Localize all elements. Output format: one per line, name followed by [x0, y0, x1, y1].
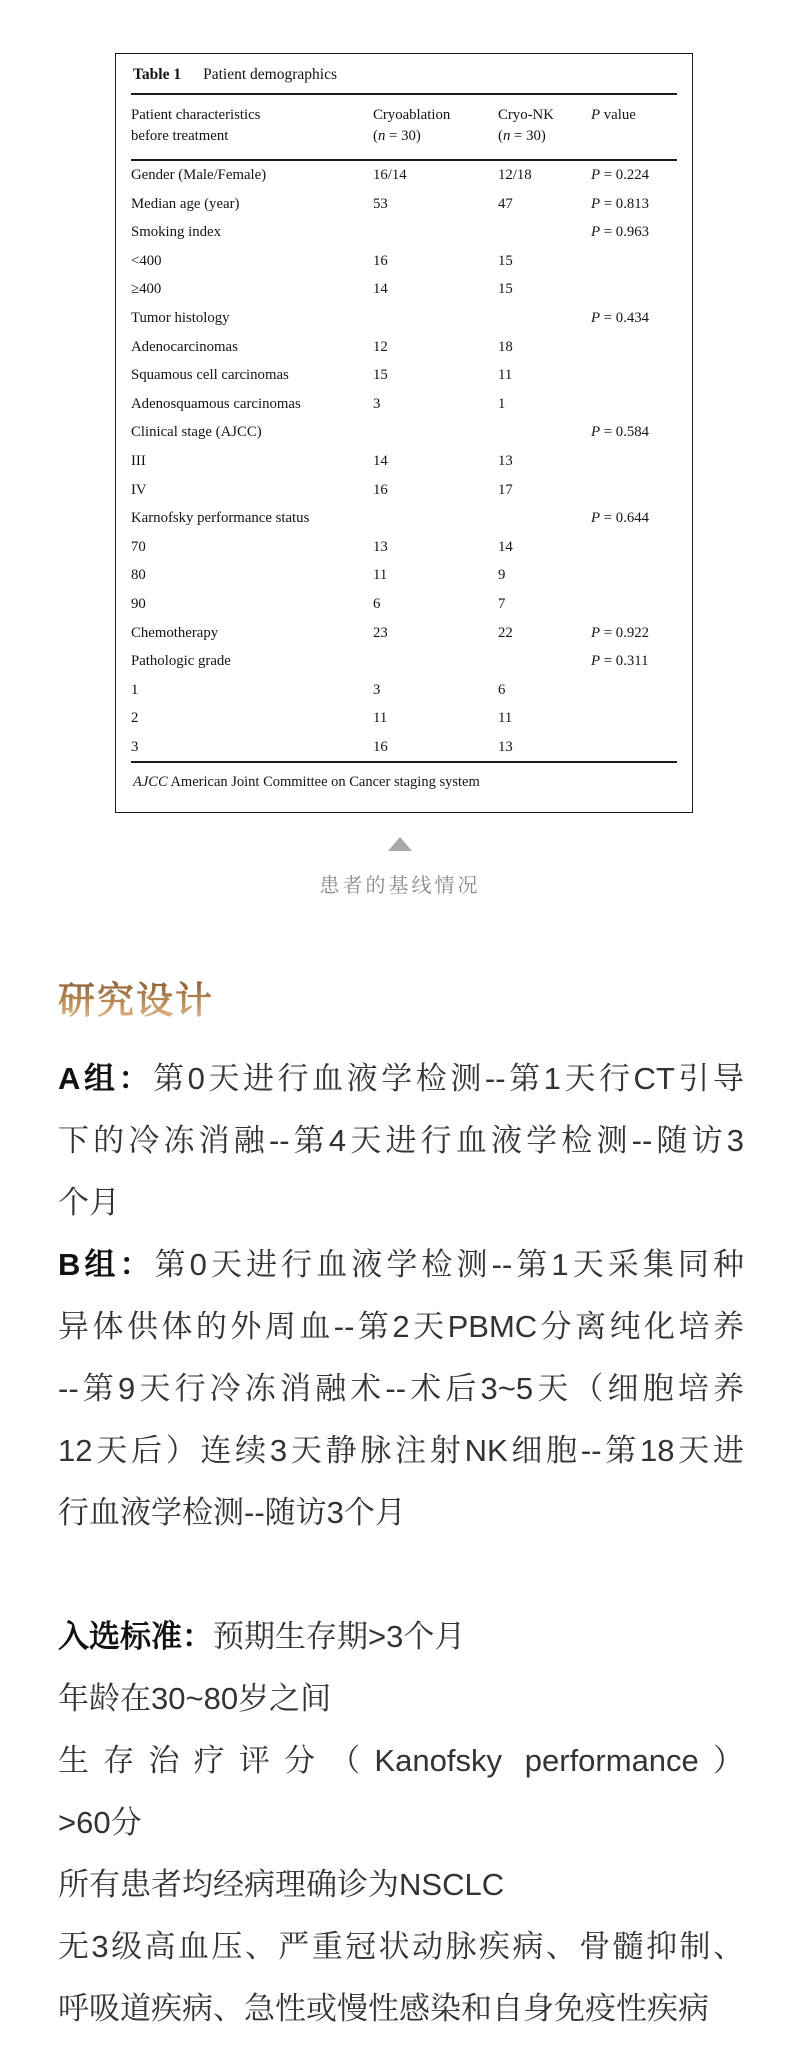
- cryo-nk-value: 15: [498, 252, 513, 269]
- cryoablation-value: 16/14: [373, 167, 407, 183]
- p-value-cell: [591, 361, 676, 390]
- table-header-row: [131, 95, 677, 159]
- column-header-cryoablation: Cryoablation (n = 30): [373, 107, 451, 144]
- row-label: Clinical stage (AJCC): [131, 424, 262, 441]
- p-value-cell: [591, 333, 676, 362]
- row-label: III: [131, 452, 146, 469]
- column-header-cryo-nk: Cryo-NK (n = 30): [498, 107, 554, 144]
- p-value-cell: P = 0.584: [591, 424, 650, 441]
- table-row: [131, 304, 677, 333]
- row-label: Squamous cell carcinomas: [131, 367, 289, 384]
- cryo-nk-value: 1: [498, 395, 506, 412]
- row-label: 80: [131, 567, 146, 584]
- cryo-nk-value: 6: [498, 681, 506, 698]
- p-value-cell: [591, 247, 676, 276]
- body-text-line: 生存治疗评分（Kanofsky performance）: [58, 1743, 744, 1778]
- body-text-line: 呼吸道疾病、急性或慢性感染和自身免疫性疾病: [58, 1991, 709, 2026]
- cryo-nk-value: 11: [498, 367, 513, 384]
- table-row: [131, 590, 677, 619]
- row-label: Gender (Male/Female): [131, 167, 267, 183]
- up-triangle-icon: [388, 837, 412, 851]
- body-text-line: 下的冷冻消融--第4天进行血液学检测--随访3: [58, 1123, 744, 1158]
- table-row: [131, 218, 677, 247]
- p-value-cell: [591, 476, 676, 505]
- cryo-nk-value: 7: [498, 595, 506, 612]
- cryo-nk-value: [498, 504, 591, 533]
- table-row: [131, 476, 677, 505]
- body-text-line: --第9天行冷冻消融术--术后3~5天（细胞培养: [58, 1371, 744, 1406]
- p-value-cell: [591, 704, 676, 733]
- row-label: Karnofsky performance status: [131, 510, 310, 527]
- table-row: [131, 275, 677, 304]
- cryo-nk-value: [498, 647, 591, 676]
- figure-caption-text: 患者的基线情况: [319, 875, 481, 897]
- row-label: IV: [131, 481, 147, 498]
- row-label: Adenosquamous carcinomas: [131, 395, 301, 412]
- body-text-line: 行血液学检测--随访3个月: [58, 1495, 406, 1530]
- cryo-nk-value: 14: [498, 538, 513, 555]
- cryoablation-value: 3: [373, 395, 381, 412]
- p-value-cell: [591, 590, 676, 619]
- cryoablation-value: [373, 418, 498, 447]
- cryo-nk-value: 15: [498, 281, 513, 298]
- body-text-line: 个月: [58, 1185, 120, 1220]
- body-text-line: >60分: [58, 1805, 142, 1840]
- table-row: [131, 361, 677, 390]
- cryo-nk-value: 18: [498, 338, 513, 355]
- cryoablation-value: 15: [373, 367, 388, 384]
- cryoablation-value: 12: [373, 338, 388, 355]
- body-text-line: 异体供体的外周血--第2天PBMC分离纯化培养: [58, 1309, 744, 1344]
- table-title: [131, 63, 677, 93]
- cryoablation-value: [373, 304, 498, 333]
- cryo-nk-value: 12/18: [498, 167, 532, 183]
- row-label: ≥400: [131, 281, 162, 298]
- table-row: [131, 247, 677, 276]
- p-value-cell: [591, 561, 676, 590]
- cryo-nk-value: 13: [498, 738, 513, 755]
- section-heading: 研究设计: [58, 981, 214, 1022]
- p-value-cell: [591, 533, 676, 562]
- p-value-cell: P = 0.224: [591, 167, 650, 183]
- table-row: [131, 333, 677, 362]
- cryoablation-value: 16: [373, 738, 388, 755]
- row-label: 1: [131, 681, 139, 698]
- table-title-text: Patient demographics: [203, 66, 337, 83]
- cryoablation-value: 3: [373, 681, 381, 698]
- cryoablation-value: 53: [373, 195, 388, 212]
- row-label: Chemotherapy: [131, 624, 219, 641]
- cryoablation-value: 11: [373, 567, 388, 584]
- cryo-nk-value: [498, 418, 591, 447]
- cryoablation-value: 13: [373, 538, 388, 555]
- table-row: [131, 647, 677, 676]
- body-text-line: 所有患者均经病理确诊为NSCLC: [58, 1867, 505, 1902]
- row-label: Adenocarcinomas: [131, 338, 238, 355]
- p-value-cell: [591, 390, 676, 419]
- figure-caption: [0, 837, 800, 898]
- cryoablation-value: 16: [373, 252, 388, 269]
- table-number: Table 1: [133, 66, 182, 83]
- cryo-nk-value: 22: [498, 624, 513, 641]
- cryoablation-value: [373, 504, 498, 533]
- table-body: [131, 161, 677, 761]
- cryoablation-value: [373, 218, 498, 247]
- row-label: Median age (year): [131, 195, 240, 212]
- cryo-nk-value: 13: [498, 452, 513, 469]
- body-text-line: 年龄在30~80岁之间: [58, 1681, 332, 1716]
- table-row: [131, 533, 677, 562]
- body-text-line: 入选标准：预期生存期>3个月: [58, 1619, 466, 1654]
- column-header-p-value: P value: [591, 107, 636, 123]
- cryoablation-value: 16: [373, 481, 388, 498]
- p-value-cell: P = 0.311: [591, 653, 649, 670]
- table-row: [131, 390, 677, 419]
- row-label: <400: [131, 252, 162, 269]
- p-value-cell: [591, 447, 676, 476]
- row-label: 90: [131, 595, 146, 612]
- body-text-line: B组：第0天进行血液学检测--第1天采集同种: [58, 1247, 744, 1282]
- p-value-cell: [591, 275, 676, 304]
- cryo-nk-value: 11: [498, 710, 513, 727]
- cryoablation-value: 14: [373, 452, 388, 469]
- cryo-nk-value: 47: [498, 195, 513, 212]
- cryoablation-value: [373, 647, 498, 676]
- article-section: [0, 898, 800, 2040]
- row-label: Pathologic grade: [131, 653, 231, 670]
- cryoablation-value: 14: [373, 281, 388, 298]
- cryoablation-value: 23: [373, 624, 388, 641]
- cryo-nk-value: 17: [498, 481, 513, 498]
- row-label: Tumor histology: [131, 309, 230, 326]
- cryo-nk-value: [498, 218, 591, 247]
- table-footnote: AJCC American Joint Committee on Cancer staging system: [133, 774, 480, 791]
- table-row: [131, 447, 677, 476]
- table-row: [131, 733, 677, 762]
- row-label: 2: [131, 710, 139, 727]
- p-value-cell: P = 0.922: [591, 624, 650, 641]
- p-value-cell: P = 0.813: [591, 195, 650, 212]
- table-row: [131, 190, 677, 219]
- table-row: [131, 418, 677, 447]
- cryo-nk-value: 9: [498, 567, 506, 584]
- p-value-cell: P = 0.963: [591, 224, 650, 241]
- body-text-line: A组：第0天进行血液学检测--第1天行CT引导: [58, 1061, 744, 1096]
- p-value-cell: [591, 733, 676, 762]
- row-label: 3: [131, 738, 139, 755]
- table-row: [131, 619, 677, 648]
- p-value-cell: P = 0.434: [591, 309, 650, 326]
- body-text-line: 12天后）连续3天静脉注射NK细胞--第18天进: [58, 1433, 744, 1468]
- row-label: Smoking index: [131, 224, 222, 241]
- body-text-line: 无3级高血压、严重冠状动脉疾病、骨髓抑制、: [58, 1929, 744, 1964]
- p-value-cell: [591, 676, 676, 705]
- table-row: [131, 676, 677, 705]
- cryo-nk-value: [498, 304, 591, 333]
- cryoablation-value: 6: [373, 595, 381, 612]
- row-label: 70: [131, 538, 146, 555]
- article-body: [58, 1048, 744, 2040]
- table-row: [131, 504, 677, 533]
- p-value-cell: P = 0.644: [591, 510, 650, 527]
- table-row: [131, 561, 677, 590]
- table-row: [131, 161, 677, 190]
- cryoablation-value: 11: [373, 710, 388, 727]
- column-header-characteristics: Patient characteristics before treatment: [131, 107, 261, 144]
- table-figure: [115, 53, 693, 813]
- table-row: [131, 704, 677, 733]
